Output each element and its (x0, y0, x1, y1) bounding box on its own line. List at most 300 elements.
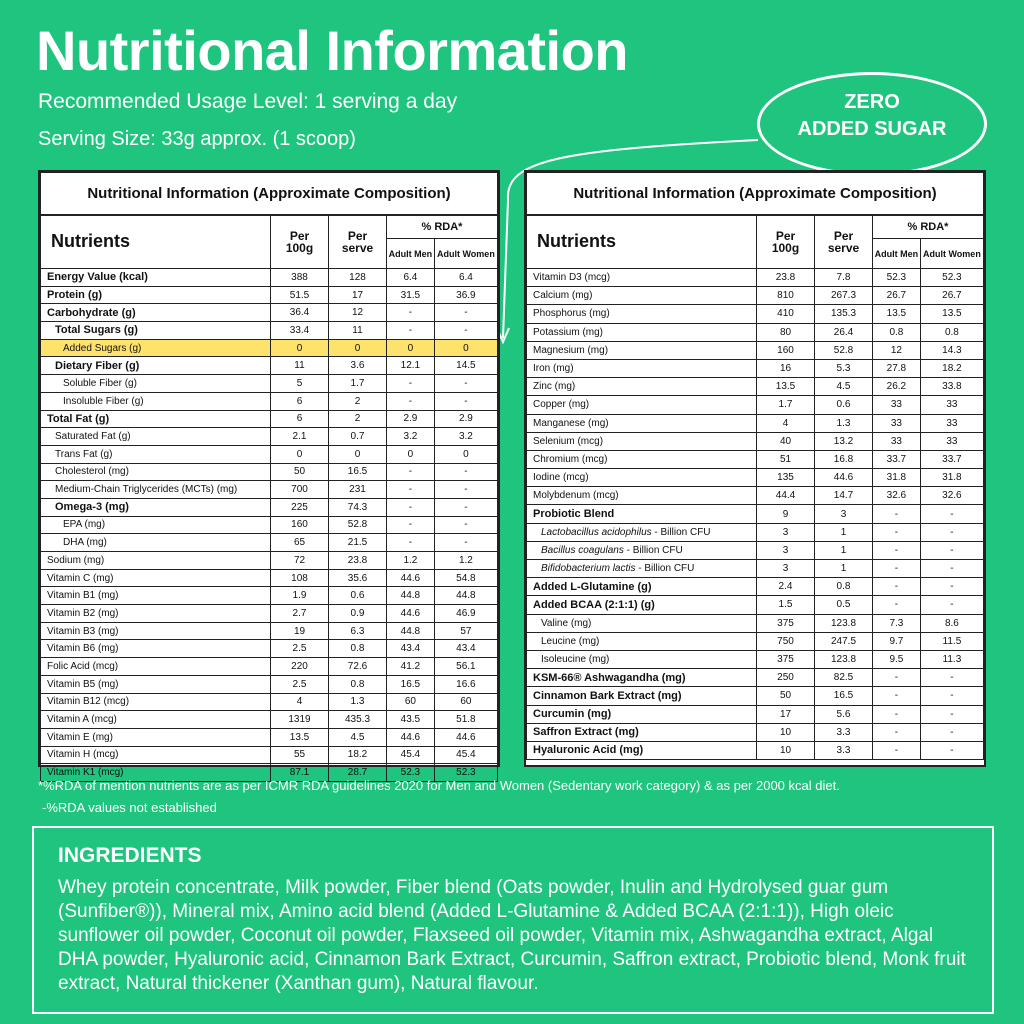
table-row (41, 286, 498, 304)
rda-adult-men: 44.6 (387, 728, 435, 746)
value-per-100g: 410 (757, 305, 815, 323)
rda-adult-women: - (920, 523, 983, 541)
value-per-100g: 0 (271, 445, 329, 463)
rda-adult-men: - (873, 741, 921, 759)
nutrient-name: Iron (mg) (527, 359, 757, 377)
value-per-100g: 50 (271, 463, 329, 481)
rda-adult-women: 11.5 (920, 632, 983, 650)
rda-adult-men: - (873, 505, 921, 523)
nutrient-name: Sodium (mg) (41, 552, 271, 570)
rda-adult-men: 31.5 (387, 286, 435, 304)
value-per-serve: 23.8 (329, 552, 387, 570)
nutrient-name: Valine (mg) (527, 614, 757, 632)
rda-adult-men: 6.4 (387, 269, 435, 287)
table-row (41, 410, 498, 428)
rda-adult-women: - (434, 498, 497, 516)
value-per-100g: 220 (271, 658, 329, 676)
nutrient-name: Cinnamon Bark Extract (mg) (527, 687, 757, 705)
rda-adult-women: - (920, 741, 983, 759)
nutrient-name: Selenium (mcg) (527, 432, 757, 450)
value-per-100g: 6 (271, 410, 329, 428)
col-adult-women: Adult Women (920, 239, 983, 269)
nutrient-name: EPA (mg) (41, 516, 271, 534)
table-row (527, 705, 984, 723)
table-caption: Nutritional Information (Approximate Composition) (527, 173, 984, 215)
table-row (527, 450, 984, 468)
rda-adult-men: 33 (873, 432, 921, 450)
rda-adult-men: 3.2 (387, 428, 435, 446)
rda-adult-women: 14.5 (434, 357, 497, 375)
value-per-serve: 0.8 (329, 640, 387, 658)
rda-adult-men: - (387, 322, 435, 340)
nutrient-name: Phosphorus (mg) (527, 305, 757, 323)
rda-adult-men: - (387, 392, 435, 410)
nutrient-name: Curcumin (mg) (527, 705, 757, 723)
rda-adult-men: 52.3 (873, 269, 921, 287)
col-nutrients: Nutrients (527, 215, 757, 269)
value-per-serve: 0.5 (815, 596, 873, 614)
rda-adult-women: - (920, 669, 983, 687)
value-per-100g: 33.4 (271, 322, 329, 340)
value-per-serve: 12 (329, 304, 387, 322)
table-row (527, 505, 984, 523)
rda-adult-women: 51.8 (434, 711, 497, 729)
nutrient-name: Bacillus coagulans - Billion CFU (527, 541, 757, 559)
value-per-serve: 1.3 (815, 414, 873, 432)
value-per-serve: 6.3 (329, 622, 387, 640)
rda-adult-men: 44.6 (387, 569, 435, 587)
nutrient-name: Magnesium (mg) (527, 341, 757, 359)
value-per-100g: 44.4 (757, 487, 815, 505)
rda-adult-men: 12.1 (387, 357, 435, 375)
table-row (41, 498, 498, 516)
rda-adult-men: 13.5 (873, 305, 921, 323)
value-per-serve: 2 (329, 410, 387, 428)
table-row (527, 269, 984, 287)
value-per-serve: 28.7 (329, 764, 387, 782)
rda-adult-men: 31.8 (873, 469, 921, 487)
value-per-serve: 5.3 (815, 359, 873, 377)
rda-adult-women: 0 (434, 339, 497, 357)
rda-adult-women: 56.1 (434, 658, 497, 676)
value-per-100g: 10 (757, 741, 815, 759)
rda-adult-women: - (920, 505, 983, 523)
rda-adult-women: 54.8 (434, 569, 497, 587)
value-per-100g: 13.5 (757, 378, 815, 396)
value-per-100g: 2.1 (271, 428, 329, 446)
value-per-serve: 0.8 (815, 578, 873, 596)
value-per-serve: 3.3 (815, 741, 873, 759)
table-row (527, 341, 984, 359)
value-per-serve: 35.6 (329, 569, 387, 587)
nutrient-name: Vitamin B1 (mg) (41, 587, 271, 605)
table-row (41, 746, 498, 764)
footnote-not-established: -%RDA values not established (42, 800, 217, 815)
value-per-serve: 247.5 (815, 632, 873, 650)
col-rda: % RDA* (873, 215, 984, 239)
value-per-serve: 123.8 (815, 650, 873, 668)
rda-adult-men: 32.6 (873, 487, 921, 505)
value-per-serve: 135.3 (815, 305, 873, 323)
rda-adult-men: - (873, 578, 921, 596)
table-row (41, 304, 498, 322)
rda-adult-women: 44.6 (434, 728, 497, 746)
value-per-serve: 1 (815, 523, 873, 541)
nutrient-name: Vitamin K1 (mcg) (41, 764, 271, 782)
rda-adult-men: 41.2 (387, 658, 435, 676)
value-per-100g: 80 (757, 323, 815, 341)
table-row (527, 396, 984, 414)
table-row (41, 392, 498, 410)
table-row (527, 669, 984, 687)
value-per-serve: 52.8 (815, 341, 873, 359)
table-row (41, 605, 498, 623)
value-per-serve: 82.5 (815, 669, 873, 687)
value-per-serve: 72.6 (329, 658, 387, 676)
value-per-100g: 3 (757, 560, 815, 578)
table-row (527, 287, 984, 305)
nutrient-name: Chromium (mcg) (527, 450, 757, 468)
table-row (527, 523, 984, 541)
nutrient-name: Total Sugars (g) (41, 322, 271, 340)
rda-adult-women: - (920, 560, 983, 578)
rda-adult-women: 43.4 (434, 640, 497, 658)
rda-adult-men: - (387, 463, 435, 481)
rda-adult-men: 0.8 (873, 323, 921, 341)
value-per-serve: 14.7 (815, 487, 873, 505)
nutrient-name: Vitamin B3 (mg) (41, 622, 271, 640)
rda-adult-women: 32.6 (920, 487, 983, 505)
value-per-serve: 3 (815, 505, 873, 523)
rda-adult-women: 18.2 (920, 359, 983, 377)
table-row (41, 658, 498, 676)
table-caption: Nutritional Information (Approximate Composition) (41, 173, 498, 215)
rda-adult-men: - (873, 705, 921, 723)
value-per-100g: 19 (271, 622, 329, 640)
footnote-rda: *%RDA of mention nutrients are as per ICMR RDA guidelines 2020 for Men and Women (Sedentary work category) & as per 2000 kcal diet. (38, 778, 840, 793)
value-per-100g: 225 (271, 498, 329, 516)
value-per-100g: 36.4 (271, 304, 329, 322)
nutrient-name: Saffron Extract (mg) (527, 723, 757, 741)
rda-adult-women: 44.8 (434, 587, 497, 605)
value-per-100g: 72 (271, 552, 329, 570)
nutrient-name: Isoleucine (mg) (527, 650, 757, 668)
rda-adult-men: 26.2 (873, 378, 921, 396)
rda-adult-women: - (920, 578, 983, 596)
rda-adult-men: 43.4 (387, 640, 435, 658)
table-row (41, 728, 498, 746)
rda-adult-women: 8.6 (920, 614, 983, 632)
value-per-100g: 108 (271, 569, 329, 587)
value-per-100g: 388 (271, 269, 329, 287)
col-per-100g: Per 100g (271, 215, 329, 269)
nutrient-name: Bifidobacterium lactis - Billion CFU (527, 560, 757, 578)
nutrient-name: Medium-Chain Triglycerides (MCTs) (mg) (41, 481, 271, 499)
value-per-serve: 123.8 (815, 614, 873, 632)
value-per-100g: 1.5 (757, 596, 815, 614)
value-per-serve: 13.2 (815, 432, 873, 450)
rda-adult-women: - (434, 392, 497, 410)
rda-adult-men: - (873, 687, 921, 705)
rda-adult-men: - (387, 304, 435, 322)
nutrient-name: DHA (mg) (41, 534, 271, 552)
value-per-serve: 11 (329, 322, 387, 340)
value-per-100g: 87.1 (271, 764, 329, 782)
rda-adult-men: 33.7 (873, 450, 921, 468)
rda-adult-women: 3.2 (434, 428, 497, 446)
value-per-100g: 11 (271, 357, 329, 375)
table-row (527, 323, 984, 341)
table-row (41, 587, 498, 605)
rda-adult-men: - (873, 560, 921, 578)
value-per-serve: 0 (329, 339, 387, 357)
table-body-right (527, 269, 984, 760)
value-per-serve: 74.3 (329, 498, 387, 516)
table-row (527, 541, 984, 559)
nutrient-name: Calcium (mg) (527, 287, 757, 305)
value-per-100g: 16 (757, 359, 815, 377)
col-nutrients: Nutrients (41, 215, 271, 269)
table-row (527, 560, 984, 578)
rda-adult-women: - (920, 596, 983, 614)
value-per-serve: 3.6 (329, 357, 387, 375)
nutrient-name: Potassium (mg) (527, 323, 757, 341)
rda-adult-men: 16.5 (387, 675, 435, 693)
badge-line-2: ADDED SUGAR (797, 118, 947, 140)
value-per-100g: 40 (757, 432, 815, 450)
table-body-left (41, 269, 498, 782)
rda-adult-women: - (434, 516, 497, 534)
value-per-serve: 0 (329, 445, 387, 463)
value-per-100g: 3 (757, 523, 815, 541)
ingredients-heading: INGREDIENTS (58, 844, 202, 867)
value-per-100g: 50 (757, 687, 815, 705)
value-per-serve: 435.3 (329, 711, 387, 729)
badge-line-1: ZERO (844, 91, 900, 113)
rda-adult-women: 14.3 (920, 341, 983, 359)
value-per-100g: 375 (757, 614, 815, 632)
table-row (527, 578, 984, 596)
rda-adult-women: 16.6 (434, 675, 497, 693)
table-row (41, 569, 498, 587)
value-per-serve: 21.5 (329, 534, 387, 552)
rda-adult-men: 9.7 (873, 632, 921, 650)
table-row (41, 675, 498, 693)
nutrient-name: Iodine (mcg) (527, 469, 757, 487)
value-per-100g: 2.5 (271, 640, 329, 658)
rda-adult-men: - (873, 723, 921, 741)
rda-adult-women: 33.8 (920, 378, 983, 396)
rda-adult-women: 31.8 (920, 469, 983, 487)
value-per-100g: 2.4 (757, 578, 815, 596)
rda-adult-women: 6.4 (434, 269, 497, 287)
table-row (527, 487, 984, 505)
value-per-100g: 13.5 (271, 728, 329, 746)
nutrient-name: Cholesterol (mg) (41, 463, 271, 481)
value-per-serve: 1.7 (329, 375, 387, 393)
rda-adult-men: 45.4 (387, 746, 435, 764)
col-per-serve: Per serve (815, 215, 873, 269)
nutrient-name: Vitamin E (mg) (41, 728, 271, 746)
nutrient-name: Vitamin B2 (mg) (41, 605, 271, 623)
value-per-serve: 5.6 (815, 705, 873, 723)
table-row (527, 305, 984, 323)
table-row (527, 596, 984, 614)
ingredients-text: Whey protein concentrate, Milk powder, Fiber blend (Oats powder, Inulin and Hydrolysed guar gum (Sunfiber®)), Mineral mix, Amino acid blend (Added L-Glutamine & Added BCAA (2:1:1)), High oleic sunflower oil powder, Coconut oil powder, Flaxseed oil powder, Vitamin mix, Ashwagandha extract, Algal DHA powder, Hyaluronic acid, Cinnamon Bark Extract, Curcumin, Saffron extract, Probiotic blend, Monk fruit extract, Natural thickener (Xanthan gum), Natural flavour. (58, 877, 966, 994)
rda-adult-men: - (873, 669, 921, 687)
nutrient-name: KSM-66® Ashwagandha (mg) (527, 669, 757, 687)
rda-adult-men: 44.8 (387, 587, 435, 605)
table-row (41, 463, 498, 481)
table-row (41, 640, 498, 658)
table-row (527, 723, 984, 741)
nutrient-name: Energy Value (kcal) (41, 269, 271, 287)
value-per-100g: 1.9 (271, 587, 329, 605)
table-row (41, 534, 498, 552)
rda-adult-men: 26.7 (873, 287, 921, 305)
nutrient-name: Vitamin B5 (mg) (41, 675, 271, 693)
nutrition-table-left (38, 170, 500, 779)
rda-adult-women: - (434, 322, 497, 340)
rda-adult-men: 27.8 (873, 359, 921, 377)
rda-adult-women: 60 (434, 693, 497, 711)
value-per-serve: 0.9 (329, 605, 387, 623)
rda-adult-men: 44.8 (387, 622, 435, 640)
nutrient-name: Carbohydrate (g) (41, 304, 271, 322)
rda-adult-women: 36.9 (434, 286, 497, 304)
value-per-100g: 17 (757, 705, 815, 723)
ingredients-box (32, 826, 994, 1014)
value-per-100g: 4 (271, 693, 329, 711)
rda-adult-women: 2.9 (434, 410, 497, 428)
rda-adult-women: - (920, 541, 983, 559)
table-row (41, 322, 498, 340)
rda-adult-women: 46.9 (434, 605, 497, 623)
value-per-100g: 700 (271, 481, 329, 499)
nutrient-name: Vitamin H (mcg) (41, 746, 271, 764)
nutrient-name: Omega-3 (mg) (41, 498, 271, 516)
table-row (527, 614, 984, 632)
rda-adult-women: 13.5 (920, 305, 983, 323)
rda-adult-women: 33 (920, 396, 983, 414)
value-per-serve: 1.3 (329, 693, 387, 711)
rda-adult-men: 43.5 (387, 711, 435, 729)
rda-adult-men: 0 (387, 339, 435, 357)
rda-adult-women: 33 (920, 432, 983, 450)
rda-adult-men: - (387, 498, 435, 516)
value-per-100g: 160 (271, 516, 329, 534)
rda-adult-men: 33 (873, 396, 921, 414)
table-row (41, 357, 498, 375)
rda-adult-men: 12 (873, 341, 921, 359)
col-adult-men: Adult Men (387, 239, 435, 269)
table-row (41, 481, 498, 499)
rda-adult-men: 44.6 (387, 605, 435, 623)
rda-adult-men: 9.5 (873, 650, 921, 668)
rda-adult-men: 60 (387, 693, 435, 711)
rda-adult-women: - (434, 463, 497, 481)
table-row (41, 516, 498, 534)
value-per-serve: 44.6 (815, 469, 873, 487)
rda-adult-women: 52.3 (920, 269, 983, 287)
rda-adult-women: 52.3 (434, 764, 497, 782)
value-per-100g: 250 (757, 669, 815, 687)
rda-adult-men: - (873, 541, 921, 559)
page-title: Nutritional Information (36, 19, 629, 82)
value-per-serve: 0.6 (815, 396, 873, 414)
nutrient-name: Vitamin B6 (mg) (41, 640, 271, 658)
nutrient-name: Saturated Fat (g) (41, 428, 271, 446)
table-row (41, 552, 498, 570)
rda-adult-men: - (873, 596, 921, 614)
nutrition-table-right (524, 170, 986, 767)
nutrient-name: Hyaluronic Acid (mg) (527, 741, 757, 759)
rda-adult-women: - (434, 304, 497, 322)
value-per-100g: 6 (271, 392, 329, 410)
rda-adult-women: - (434, 534, 497, 552)
value-per-serve: 128 (329, 269, 387, 287)
rda-adult-men: 7.3 (873, 614, 921, 632)
table-row (41, 445, 498, 463)
rda-adult-men: - (873, 523, 921, 541)
usage-level: Recommended Usage Level: 1 serving a day (38, 90, 458, 113)
table-row (527, 359, 984, 377)
value-per-serve: 0.8 (329, 675, 387, 693)
rda-adult-women: 26.7 (920, 287, 983, 305)
value-per-serve: 4.5 (815, 378, 873, 396)
nutrient-name: Total Fat (g) (41, 410, 271, 428)
value-per-serve: 16.5 (329, 463, 387, 481)
value-per-100g: 5 (271, 375, 329, 393)
table-row (527, 378, 984, 396)
table-row (527, 650, 984, 668)
rda-adult-men: - (387, 534, 435, 552)
table-row (527, 741, 984, 759)
value-per-serve: 17 (329, 286, 387, 304)
value-per-100g: 810 (757, 287, 815, 305)
value-per-100g: 51 (757, 450, 815, 468)
col-per-serve: Per serve (329, 215, 387, 269)
rda-adult-men: 52.3 (387, 764, 435, 782)
value-per-100g: 750 (757, 632, 815, 650)
value-per-serve: 3.3 (815, 723, 873, 741)
value-per-serve: 7.8 (815, 269, 873, 287)
rda-adult-men: 0 (387, 445, 435, 463)
rda-adult-men: 33 (873, 414, 921, 432)
nutrient-name: Lactobacillus acidophilus - Billion CFU (527, 523, 757, 541)
value-per-100g: 65 (271, 534, 329, 552)
value-per-serve: 2 (329, 392, 387, 410)
col-per-100g: Per 100g (757, 215, 815, 269)
rda-adult-women: 45.4 (434, 746, 497, 764)
value-per-100g: 55 (271, 746, 329, 764)
table-row (527, 469, 984, 487)
col-rda: % RDA* (387, 215, 498, 239)
nutrient-name: Trans Fat (g) (41, 445, 271, 463)
table-row (527, 414, 984, 432)
table-row (527, 432, 984, 450)
nutrient-name: Manganese (mg) (527, 414, 757, 432)
nutrient-name: Zinc (mg) (527, 378, 757, 396)
rda-adult-women: 33 (920, 414, 983, 432)
value-per-serve: 267.3 (815, 287, 873, 305)
value-per-serve: 26.4 (815, 323, 873, 341)
nutrient-name: Vitamin C (mg) (41, 569, 271, 587)
rda-adult-women: 0.8 (920, 323, 983, 341)
nutrient-name: Added Sugars (g) (41, 339, 271, 357)
value-per-100g: 375 (757, 650, 815, 668)
table-row (527, 632, 984, 650)
